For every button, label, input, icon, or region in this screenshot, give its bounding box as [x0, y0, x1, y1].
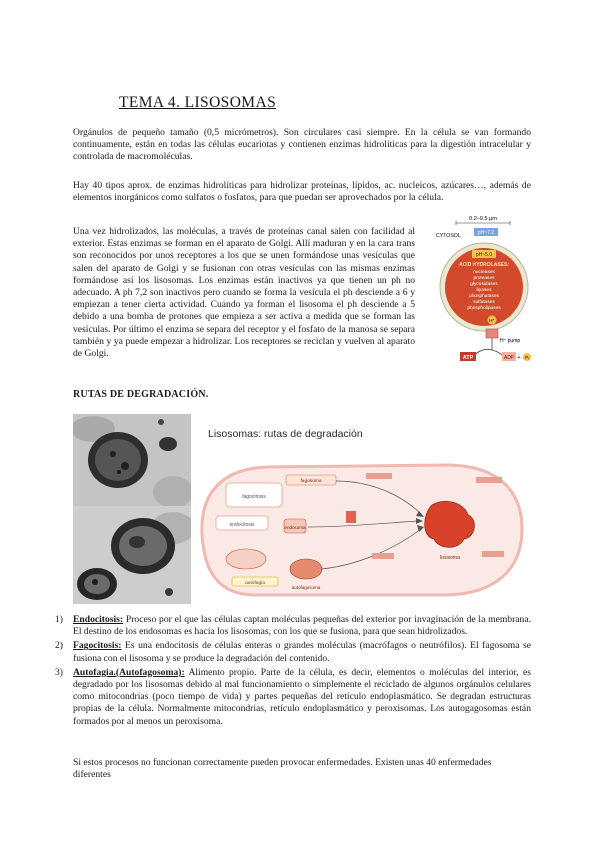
list-item — [55, 667, 531, 728]
closing-paragraph: Si estos procesos no funcionan correctamente pueden provocar enfermedades. Existen unas 40 enfermedades diferentes — [73, 757, 492, 781]
route-marker — [366, 473, 392, 479]
lysosome-lumen — [445, 248, 523, 326]
micro-dot — [158, 419, 164, 425]
micrograph-top — [73, 414, 191, 506]
hydrolase-item: nucleases — [473, 270, 495, 275]
lysosome-diagram — [434, 212, 532, 370]
list-item — [55, 614, 531, 638]
endocytosis-label: endocitosis — [229, 522, 255, 528]
list-text: Es una endocitosis de células enteras o grandes moléculas (macrófagos o neutrófilos). El fagosoma se fusiona con el lisosoma y se produce la degradación del contenido. — [73, 640, 531, 664]
phagosome-label: fagosoma — [300, 479, 322, 484]
list-text: Alimento propio. Parte de la célula, es decir, elementos o moléculas del interior, es degradado por los lisosomas debido al mal funcionamiento o simplemente el reciclado de algunos orgánulos celulares como mitocondrias (poco tiempo de vida) y partes pequeñas del retículo endoplasmático. Se degradan estructuras propias de la célula. Normalmente mitocondrias, retículo endoplasmático y peroxisomas. Los autogagosomas están formados por al menos un peroxisoma. — [73, 666, 531, 727]
micro-dot — [165, 588, 173, 596]
list-item — [55, 640, 531, 664]
hydrolase-item: sulfatases — [473, 300, 495, 305]
phagocytosis-label: fagocitosis — [242, 494, 266, 500]
lysosome-diagram-svg — [434, 212, 532, 370]
plus-label: + — [517, 355, 521, 361]
routes-title: Lisosomas: rutas de degradación — [208, 428, 363, 440]
list-number: 1) — [55, 614, 63, 625]
list-term: Autofagia.(Autofagosoma): — [73, 666, 185, 678]
phosphate-label: Pᵢ — [525, 355, 529, 360]
ph-in-label: pH~5.0 — [475, 252, 493, 258]
micrograph-top-svg — [73, 414, 191, 506]
route-marker — [482, 551, 504, 557]
mitochondrion — [226, 549, 266, 569]
micrograph-panel — [73, 414, 191, 604]
micrograph-bottom-svg — [73, 508, 191, 604]
hydrolases-title: ACID HYDROLASES: — [458, 262, 510, 268]
size-label: 0.2–0.5 μm — [469, 216, 497, 222]
list-number: 3) — [55, 666, 63, 678]
degradation-routes-list — [55, 614, 531, 730]
micro-dot — [117, 470, 121, 474]
ph-out-label: pH~7.2 — [477, 230, 495, 236]
micro-dot — [92, 579, 98, 585]
endosome-small — [346, 511, 356, 523]
routes-svg — [196, 419, 532, 604]
micro-dot — [129, 536, 145, 548]
formation-paragraph: Una vez hidrolizados, las moléculas, a través de proteínas canal salen con facilidad al exterior. Estas enzimas se forman en el aparato de Golgi. Allí maduran y en la cara trans son reconocidos por unos receptores a los que se unen formándose unas vesículas que salen del aparato de Golgi y se fusionan con otras vesículas con las mismas enzimas formándose así los lisosomas. Los enzimas están inactivos ya que tienen un ph no adecuado. A ph 7,2 son inactivos pero cuando se forma la vesícula el ph desciende a 6 y empiezan a tener cierta actividad. Cuando ya forman el lisosoma el ph desciende a 5 debido a una bomba de protones que empieza a ser activa a medida que se forman las vesículas. Por último el enzima se separa del receptor y el fosfato de la manosa se separa también y ya puede empezar a hidrolizar. Los receptores se reciclan y vuelven al aparato de Golgi. — [73, 226, 415, 360]
atp-label: ATP — [462, 355, 474, 361]
pump-arrow — [472, 349, 504, 357]
adp-label: ADP — [503, 355, 515, 361]
lysosome-label: lisosoma — [440, 555, 460, 561]
list-text: Proceso por el que las células captan moléculas pequeñas del exterior por invaginación de la membrana. El destino de los endosomas es hacia los lisosomas, con los que se fusiona, para que sean hidrolizados. — [73, 614, 531, 638]
route-marker — [476, 477, 502, 483]
hydrolase-item: phospholipases — [467, 306, 501, 311]
autophagy-label: autofagia — [245, 581, 265, 586]
list-number: 2) — [55, 640, 63, 652]
proton-label: H⁺ — [489, 318, 495, 323]
micrograph-bottom — [73, 508, 191, 604]
degradation-routes-diagram — [196, 419, 532, 604]
hydrolase-item: phosphatases — [469, 294, 499, 299]
endosome-label: endosoma — [284, 525, 306, 530]
enzymes-paragraph: Hay 40 tipos aprox. de enzimas hidrolíticas para hidrolizar proteínas, lípidos, ac. nucleicos, azúcares…, además de elementos inorgánicos como sulfatos o fosfatos, para que puedan ser aprovechados por la célula. — [73, 180, 531, 204]
micro-dot — [121, 462, 129, 470]
micro-dot — [110, 451, 116, 457]
cytosol-label: CYTOSOL — [436, 233, 461, 239]
small-lysosome — [159, 437, 177, 451]
autophagosome-shape — [290, 559, 322, 579]
intro-paragraph: Orgánulos de pequeño tamaño (0,5 micrómetros). Son circulares casi siempre. En la célula se van formando continuamente, están en todas las células eucariotas y contienen enzimas hidrolíticas para la digestión intracelular y controlada de macromoléculas. — [73, 127, 531, 163]
hydrolase-item: glycosidases — [470, 282, 498, 287]
autophagosome-label: autofagosoma — [291, 585, 321, 590]
list-term: Endocitosis: — [73, 614, 124, 625]
list-term: Fagocitosis: — [73, 640, 122, 652]
hydrolase-item: proteases — [473, 276, 495, 281]
autophagosome-inner — [119, 526, 167, 566]
section-heading: RUTAS DE DEGRADACIÓN. — [73, 389, 209, 400]
pump-label: H⁺ pump — [500, 338, 521, 344]
proton-pump — [486, 329, 498, 338]
page-title: TEMA 4. LISOSOMAS — [119, 94, 277, 111]
route-marker — [372, 553, 394, 559]
hydrolase-item: lipases — [476, 288, 492, 293]
lysosome-micrograph-inner — [95, 439, 141, 481]
